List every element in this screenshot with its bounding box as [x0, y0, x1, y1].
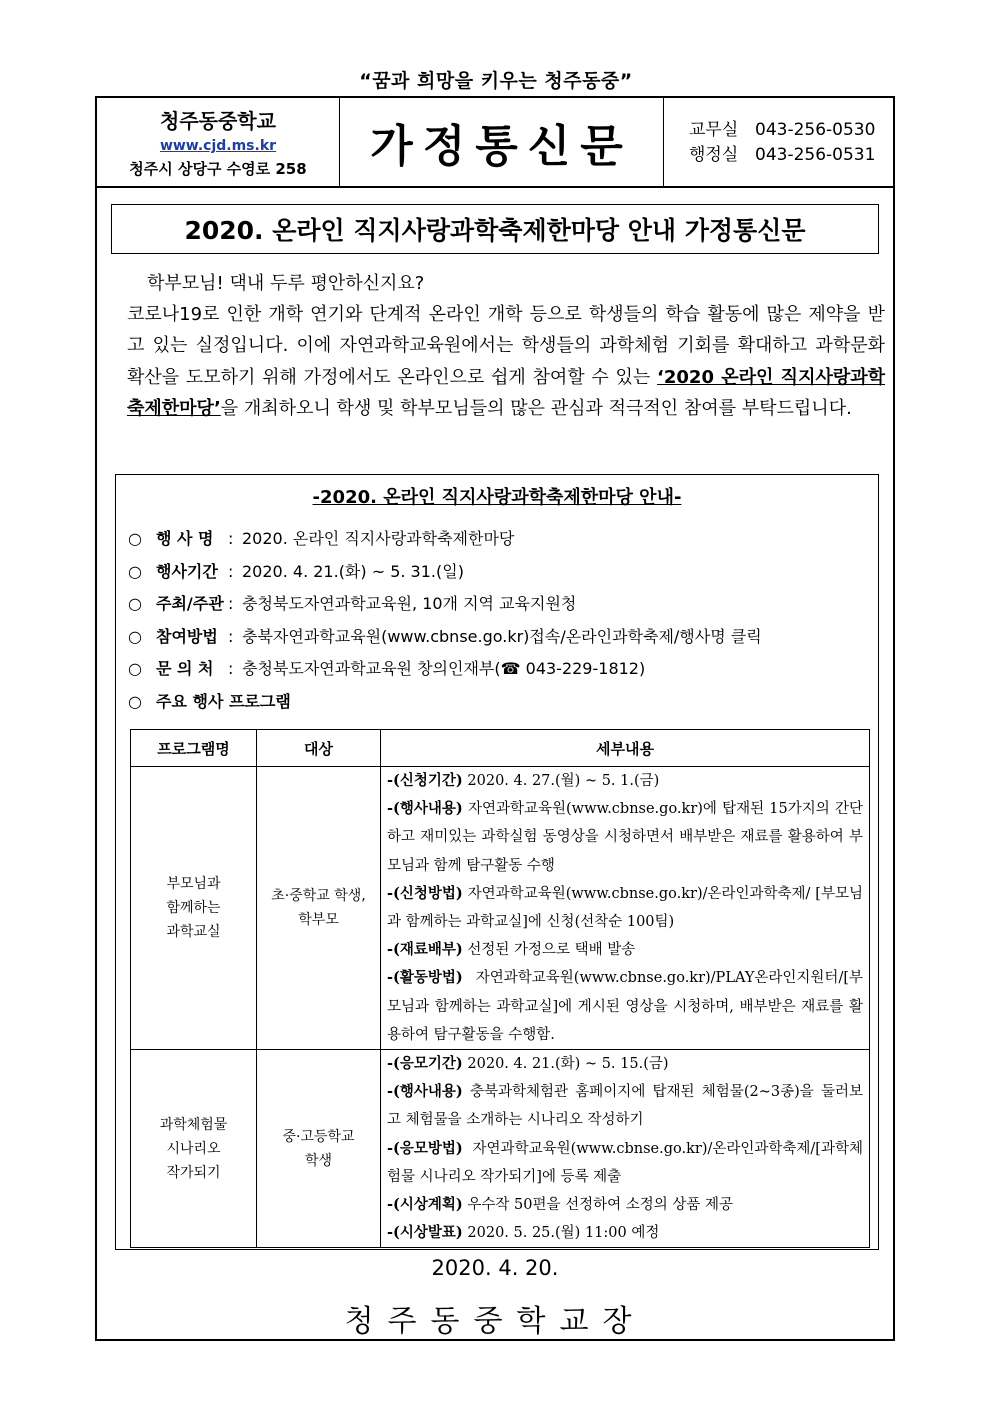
school-info [97, 98, 340, 186]
document-title: 2020. 온라인 직지사랑과학축제한마당 안내 가정통신문 [111, 204, 879, 254]
detail-text: 2020. 4. 27.(월) ~ 5. 1.(금) [462, 773, 660, 789]
program-target-line: 중·고등학교 [282, 1128, 355, 1145]
detail-item [387, 767, 863, 795]
intro-text [127, 268, 885, 424]
detail-text: 자연과학교육원(www.cbnse.go.kr)에 탑재된 15가지의 간단하고 재미있는 과학실험 동영상을 시청하면서 배부받은 재료를 활용하여 부모님과 함께 탐구활동 수행 [387, 801, 863, 874]
bullet-icon: ○ [128, 561, 142, 581]
info-row [128, 653, 762, 686]
table-header-row [131, 730, 870, 767]
intro-body [127, 299, 885, 424]
colon: : [228, 626, 234, 646]
program-name-line: 과학교실 [166, 924, 221, 941]
detail-text: 자연과학교육원(www.cbnse.go.kr)/온라인과학축제/[과학체험물 시나리오 작가되기]에 등록 제출 [387, 1140, 863, 1185]
greeting: 학부모님! 댁내 두루 평안하신지요? [147, 273, 425, 294]
column-header: 세부내용 [381, 730, 870, 767]
detail-key: -(재료배부) [387, 941, 463, 959]
colon: : [228, 659, 234, 679]
program-name-line: 과학체험물 [159, 1116, 228, 1133]
contact-info [689, 118, 875, 168]
program-target [257, 1050, 381, 1248]
colon: : [228, 594, 234, 614]
info-value: 충청북도자연과학교육원 창의인재부(☎ 043-229-1812) [242, 659, 646, 679]
detail-key: -(응모기간) [387, 1055, 463, 1073]
colon: : [228, 529, 234, 548]
info-label: 주최/주관 [156, 594, 224, 614]
info-label: 문 의 처 [156, 659, 214, 679]
detail-key: -(시상계획) [387, 1196, 463, 1214]
detail-item [387, 795, 863, 880]
school-website-link[interactable]: www.cjd.ms.kr [159, 138, 277, 154]
info-row [128, 523, 762, 556]
program-target-line: 초·중학교 학생, [271, 888, 366, 905]
program-name [131, 767, 257, 1050]
detail-text: 2020. 5. 25.(월) 11:00 예정 [462, 1225, 660, 1242]
table-row [131, 767, 870, 1050]
bullet-icon: ○ [128, 626, 142, 646]
detail-item [387, 964, 863, 1049]
event-info-list [128, 523, 762, 719]
detail-key: -(신청방법) [387, 884, 463, 902]
info-value: 2020. 온라인 직지사랑과학축제한마당 [242, 529, 515, 548]
program-name [131, 1050, 257, 1248]
program-name-line: 함께하는 [166, 900, 221, 917]
info-label: 참여방법 [156, 626, 218, 646]
detail-item [387, 936, 863, 964]
info-row [128, 621, 762, 654]
bullet-icon: ○ [128, 691, 142, 711]
contact-phone: 043-256-0530 [755, 120, 876, 140]
info-row [128, 588, 762, 621]
info-row [128, 686, 762, 719]
program-details [381, 1050, 870, 1248]
column-header: 대상 [257, 730, 381, 767]
detail-key: -(행사내용) [387, 1083, 463, 1101]
info-value: 충북자연과학교육원(www.cbnse.go.kr)접속/온라인과학축제/행사명 클릭 [242, 626, 762, 646]
program-name-line: 부모님과 [166, 876, 221, 893]
colon: : [228, 561, 234, 581]
detail-text: 충북과학체험관 홈페이지에 탑재된 체험물(2~3종)을 둘러보고 체험물을 소개하는 시나리오 작성하기 [387, 1084, 863, 1129]
detail-item [387, 1078, 863, 1134]
bullet-icon: ○ [128, 594, 142, 614]
newsletter-header [97, 98, 893, 188]
detail-text: 우수작 50편을 선정하여 소정의 상품 제공 [462, 1197, 733, 1214]
detail-item [387, 1191, 863, 1219]
contact-row [689, 118, 875, 143]
info-row [128, 556, 762, 589]
contact-label: 행정실 [689, 145, 739, 165]
detail-key: -(활동방법) [387, 969, 463, 987]
detail-item [387, 880, 863, 936]
info-value: 2020. 4. 21.(화) ~ 5. 31.(일) [242, 561, 464, 581]
issue-date: 2020. 4. 20. [431, 1256, 559, 1280]
program-target-line: 학부모 [298, 912, 339, 929]
detail-text: 자연과학교육원(www.cbnse.go.kr)/PLAY온라인지원터/[부모님과 함께하는 과학교실]에 게시된 영상을 시청하며, 배부받은 재료를 활용하여 탐구활동을 수행함. [387, 970, 863, 1043]
detail-key: -(시상발표) [387, 1224, 463, 1242]
detail-key: -(신청기간) [387, 772, 463, 789]
column-header: 프로그램명 [131, 730, 257, 767]
event-name-highlight: ‘2020 온라인 직지사랑과학축제한마당’ [127, 366, 886, 419]
school-motto: “꿈과 희망을 키우는 청주동중” [359, 70, 633, 92]
program-heading: 주요 행사 프로그램 [156, 691, 291, 711]
info-value: 충청북도자연과학교육원, 10개 지역 교육지원청 [242, 594, 577, 614]
principal-signature: 청주동중학교장 [344, 1304, 646, 1339]
info-label: 행 사 명 [156, 529, 214, 548]
event-info-title: -2020. 온라인 직지사랑과학축제한마당 안내- [312, 487, 682, 508]
event-info-box [115, 474, 879, 1250]
info-label: 행사기간 [156, 561, 218, 581]
contact-phone: 043-256-0531 [755, 145, 876, 165]
bullet-icon: ○ [128, 659, 142, 679]
intro-body-start: 코로나19로 인한 개학 연기와 단계적 온라인 개학 등으로 학생들의 학습 활동에 많은 제약을 받고 있는 실정입니다. 이에 자연과학교육원에서는 학생들의 과학체험 기회를 확대하고 과학문화 확산을 도모하기 위해 가정에서도 온라인으로 쉽게 참여할 수 있는 [127, 304, 885, 388]
detail-item [387, 1219, 863, 1247]
detail-key: -(행사내용) [387, 800, 463, 818]
program-details [381, 767, 870, 1050]
program-target-line: 학생 [304, 1152, 333, 1169]
detail-text: 선정된 가정으로 택배 발송 [462, 942, 636, 959]
program-name-line: 작가되기 [166, 1164, 221, 1181]
school-address: 청주시 상당구 수영로 258 [129, 160, 307, 178]
bullet-icon: ○ [128, 529, 142, 548]
detail-item [387, 1050, 863, 1078]
detail-key: -(응모방법) [387, 1139, 463, 1157]
detail-item [387, 1135, 863, 1191]
detail-text: 자연과학교육원(www.cbnse.go.kr)/온라인과학축제/ [부모님과 함께하는 과학교실]에 신청(선착순 100팀) [387, 885, 863, 931]
school-name: 청주동중학교 [160, 109, 276, 133]
intro-body-end: 을 개최하오니 학생 및 학부모님들의 많은 관심과 적극적인 참여를 부탁드립니다. [220, 397, 852, 419]
program-target [257, 767, 381, 1050]
newsletter-title: 가정통신문 [340, 98, 664, 186]
program-name-line: 시나리오 [166, 1140, 221, 1157]
newsletter-frame [95, 96, 895, 1341]
table-row [131, 1050, 870, 1248]
contact-label: 교무실 [689, 120, 739, 140]
contact-row [689, 143, 875, 168]
detail-text: 2020. 4. 21.(화) ~ 5. 15.(금) [462, 1056, 669, 1073]
program-table [130, 729, 870, 1248]
